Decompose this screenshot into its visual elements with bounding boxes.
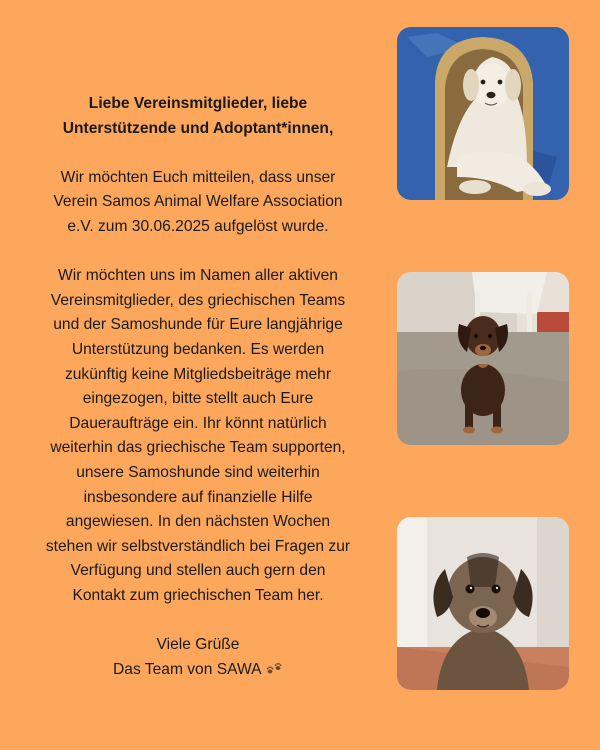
paragraph-thanks [10, 264, 386, 608]
text-line: und der Samoshunde für Eure langjährige [53, 316, 343, 334]
text-line: Vereinsmitglieder, des griechischen Teams [50, 291, 346, 309]
greeting-line: Liebe Vereinsmitglieder, liebe [88, 95, 308, 112]
greeting-line: Unterstützende und Adoptant*innen, [62, 119, 334, 137]
text-line: Daueraufträge ein. Ihr könnt natürlich [69, 414, 327, 432]
text-line: eingezogen, bitte stellt auch Eure [82, 390, 314, 408]
greeting [10, 92, 386, 141]
text-line: Wir möchten uns im Namen aller aktiven [58, 267, 338, 285]
text-line: e.V. zum 30.06.2025 aufgelöst wurde. [67, 217, 329, 235]
text-line: Wir möchten Euch mitteilen, dass unser [60, 168, 336, 186]
text-line: Kontakt zum griechischen Team her. [72, 586, 324, 604]
text-line: angewiesen. In den nächsten Wochen [65, 513, 331, 531]
closing [10, 633, 386, 684]
photo-white-dog-in-doghouse [397, 27, 569, 200]
text-line: zukünftig keine Mitgliedsbeiträge mehr [64, 365, 332, 383]
closing-text: Viele Grüße [156, 636, 240, 654]
text-line: stehen wir selbstverständlich bei Fragen zur [45, 537, 351, 555]
text-line: unsere Samoshunde sind weiterhin [76, 463, 320, 481]
paw-prints-icon [265, 660, 283, 685]
photo-brindle-dog [397, 517, 569, 690]
text-line: Verein Samos Animal Welfare Association [53, 193, 343, 211]
paragraph-dissolution [10, 166, 386, 240]
text-line: Unterstützung bedanken. Es werden [71, 340, 325, 358]
text-line: insbesondere auf finanzielle Hilfe [83, 488, 313, 506]
photo-brown-puppy [397, 272, 569, 445]
text-line: weiterhin das griechische Team supporten, [50, 439, 346, 457]
text-line: Verfügung und stellen auch gern den [70, 562, 326, 580]
signature: Das Team von SAWA [113, 660, 261, 678]
letter [10, 92, 386, 684]
